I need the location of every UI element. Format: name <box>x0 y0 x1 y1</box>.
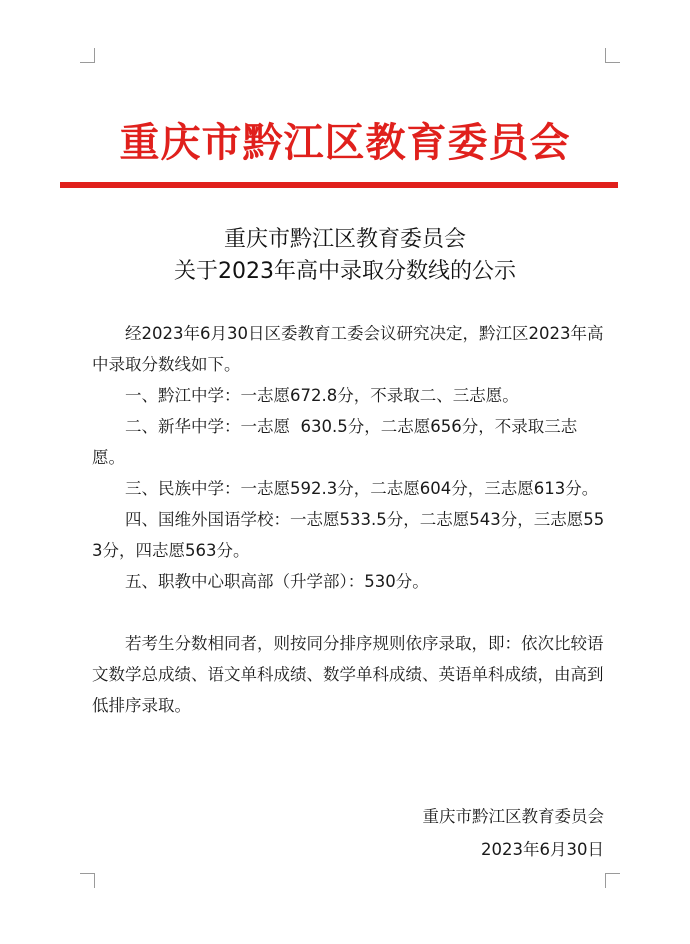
score-item-2: 二、新华中学：一志愿 630.5分，二志愿656分，不录取三志愿。 <box>92 417 578 467</box>
letterhead-divider <box>60 182 618 188</box>
score-item-1: 一、黔江中学：一志愿672.8分，不录取二、三志愿。 <box>125 386 519 405</box>
document-body <box>92 318 605 721</box>
signature-block <box>423 800 605 866</box>
score-item-3: 三、民族中学：一志愿592.3分，二志愿604分，三志愿613分。 <box>125 479 599 498</box>
page-corner-mark-top-left <box>80 48 95 63</box>
tie-rule-paragraph: 若考生分数相同者，则按同分排序规则依序录取，即：依次比较语文数学总成绩、语文单科成绩、数学单科成绩、英语单科成绩，由高到低排序录取。 <box>92 634 604 715</box>
page-corner-mark-bottom-right <box>605 873 620 888</box>
signature-date: 2023年6月30日 <box>481 840 604 859</box>
page-corner-mark-bottom-left <box>80 873 95 888</box>
page-corner-mark-top-right <box>605 48 620 63</box>
score-item-4: 四、国维外国语学校：一志愿533.5分，二志愿543分，三志愿553分，四志愿563分。 <box>92 510 605 560</box>
document-title-line-2: 关于2023年高中录取分数线的公示 <box>174 259 516 284</box>
paragraph-spacer <box>92 597 605 628</box>
signature-org: 重庆市黔江区教育委员会 <box>422 807 604 826</box>
letterhead-title: 重庆市黔江区教育委员会 <box>119 120 571 166</box>
document-title-line-1: 重庆市黔江区教育委员会 <box>223 227 466 252</box>
score-item-5: 五、职教中心职高部（升学部）：530分。 <box>125 572 429 591</box>
intro-paragraph: 经2023年6月30日区委教育工委会议研究决定，黔江区2023年高中录取分数线如下。 <box>92 324 604 374</box>
document-title <box>60 224 630 288</box>
